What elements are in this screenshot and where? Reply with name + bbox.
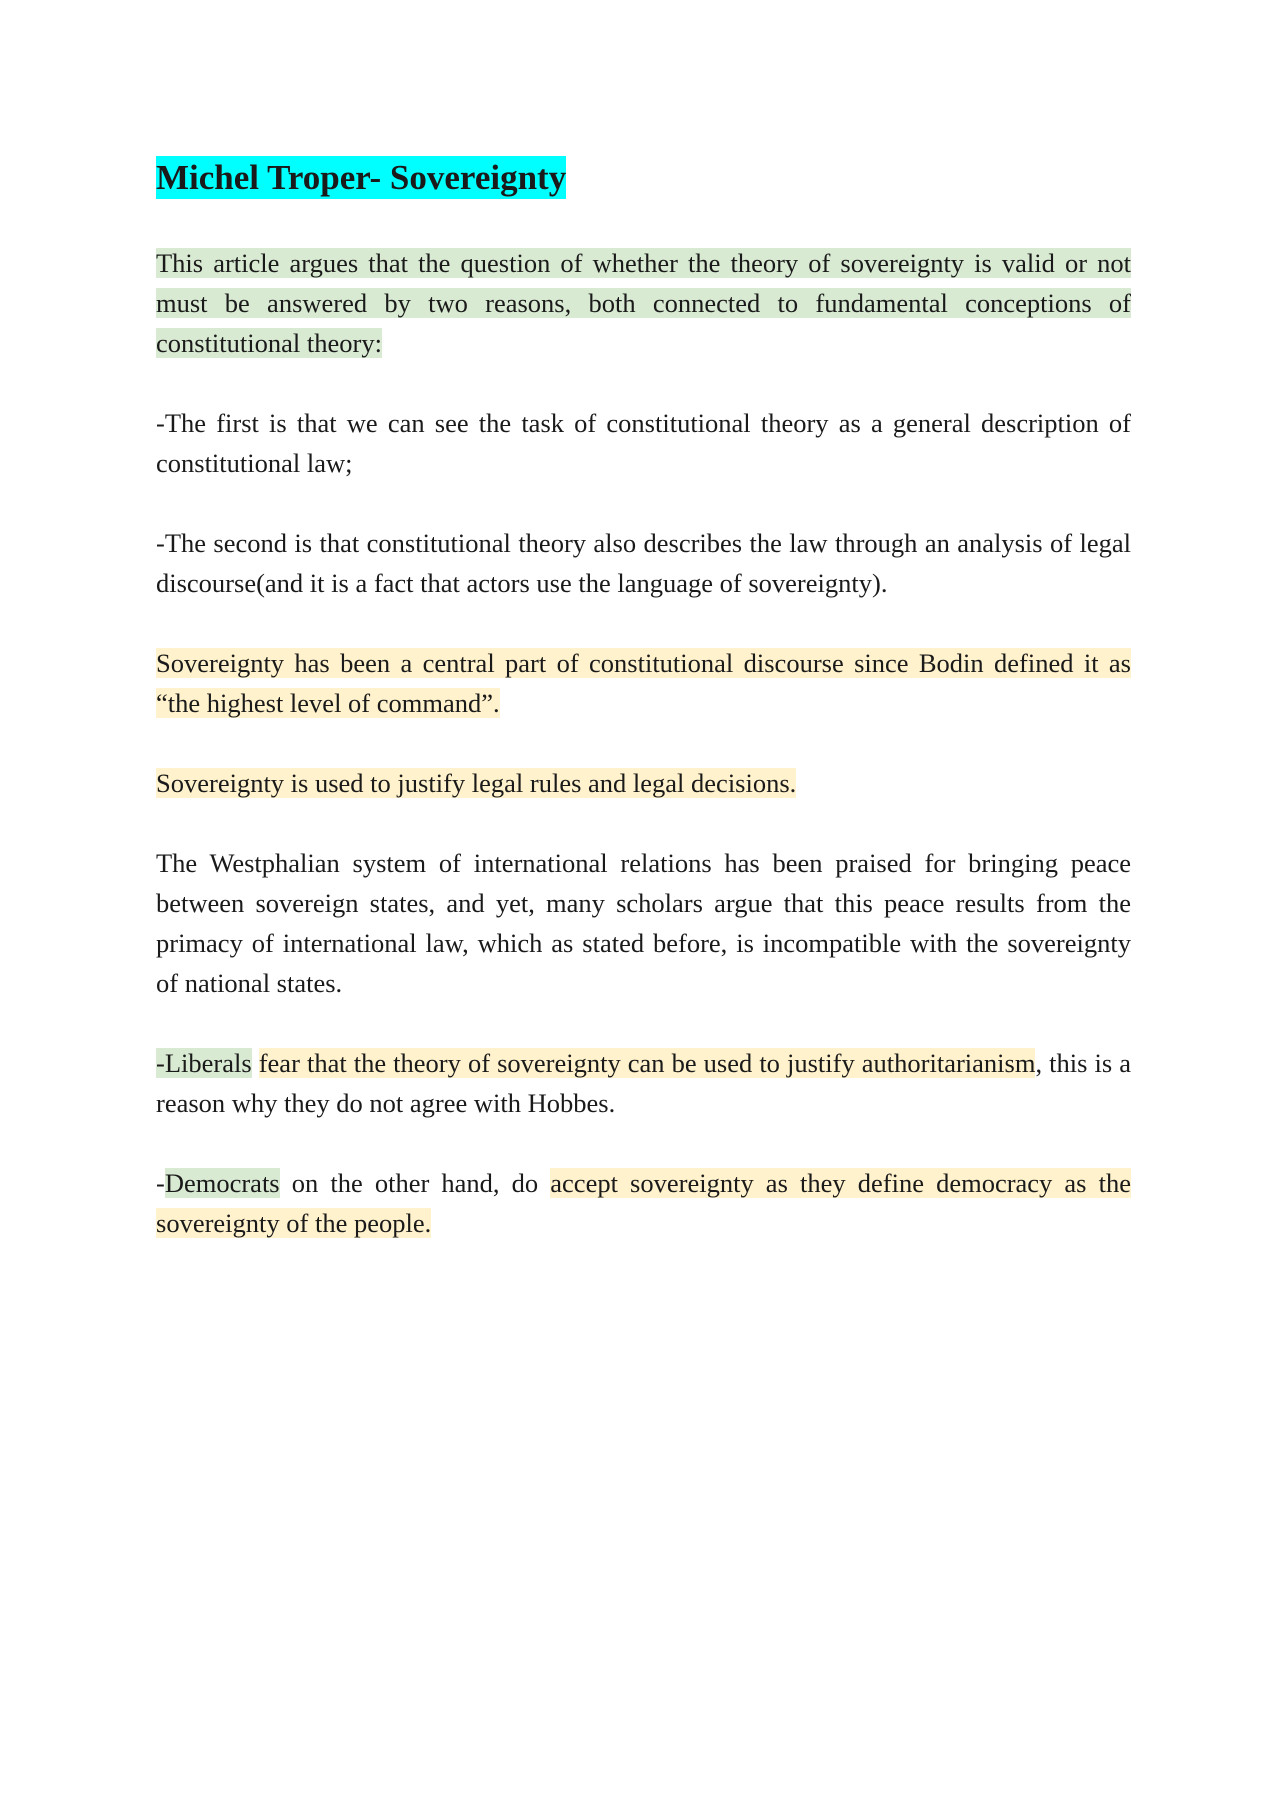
paragraph-intro [156, 243, 1131, 363]
democrats-accept-text: accept sovereignty as they define democracy as the sovereignty of the people. [156, 1168, 1131, 1238]
liberals-fear-text: fear that the theory of sovereignty can be used to justify authoritarianism [258, 1048, 1036, 1078]
paragraph-bodin [156, 643, 1131, 723]
liberals-rest-text: , this is a reason why they do not agree with Hobbes. [156, 1048, 1131, 1118]
democrats-dash: - [156, 1168, 165, 1198]
democrats-middle-text: on the other hand, do [279, 1168, 551, 1198]
title-text: Michel Troper- Sovereignty [156, 158, 567, 197]
liberals-label: -Liberals [156, 1048, 252, 1078]
document-page [156, 152, 1131, 1283]
justify-text: Sovereignty is used to justify legal rules and legal decisions. [156, 768, 797, 798]
bodin-text: Sovereignty has been a central part of constitutional discourse since Bodin defined it as “the highest level of command”. [156, 648, 1131, 718]
intro-text: This article argues that the question of whether the theory of sovereignty is valid or not must be answered by two reasons, both connected to fundamental conceptions of constitutional theory: [156, 248, 1131, 358]
paragraph-democrats [156, 1163, 1131, 1243]
document-title [156, 152, 1131, 204]
paragraph-second-reason: -The second is that constitutional theory also describes the law through an analysis of legal discourse(and it is a fact that actors use the language of sovereignty). [156, 528, 1131, 598]
democrats-label: Democrats [164, 1168, 280, 1198]
paragraph-westphalian: The Westphalian system of international relations has been praised for bringing peace between sovereign states, and yet, many scholars argue that this peace results from the primacy of international law, which as stated before, is incompatible with the sovereignty of national states. [156, 848, 1131, 998]
liberals-space [252, 1048, 259, 1078]
paragraph-first-reason: -The first is that we can see the task of constitutional theory as a general description of constitutional law; [156, 408, 1131, 478]
paragraph-liberals [156, 1043, 1131, 1123]
paragraph-justify [156, 763, 1131, 803]
